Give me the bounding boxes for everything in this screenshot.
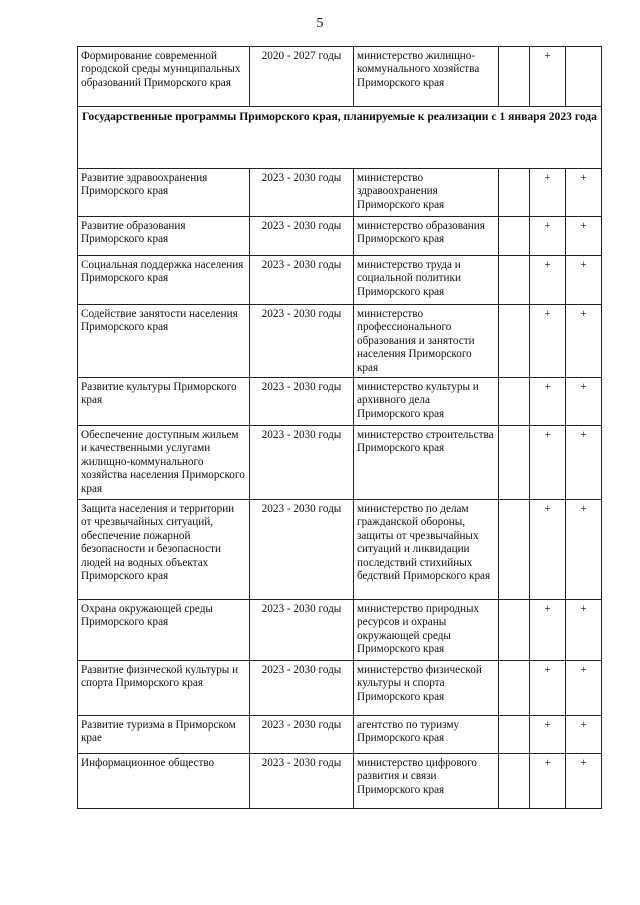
responsible-ministry: министерство цифрового развития и связи Приморского края: [354, 754, 499, 809]
mark-cell-b: +: [530, 169, 566, 217]
mark-cell-a: [499, 754, 530, 809]
table-row: [78, 305, 602, 378]
program-name: Развитие здравоохранения Приморского края: [78, 169, 250, 217]
mark-cell-c: +: [566, 500, 602, 600]
mark-cell-c: +: [566, 217, 602, 256]
mark-cell-c: +: [566, 661, 602, 716]
program-name: Развитие физической культуры и спорта Приморского края: [78, 661, 250, 716]
mark-cell-a: [499, 256, 530, 305]
mark-cell-a: [499, 169, 530, 217]
responsible-ministry: министерство здравоохранения Приморского края: [354, 169, 499, 217]
responsible-ministry: министерство строительства Приморского края: [354, 426, 499, 500]
mark-cell-c: +: [566, 256, 602, 305]
responsible-ministry: министерство по делам гражданской обороны, защиты от чрезвычайных ситуаций и ликвидации последствий стихийных бедствий Приморского края: [354, 500, 499, 600]
program-period: 2023 - 2030 годы: [250, 716, 354, 754]
table-row: [78, 754, 602, 809]
program-period: 2023 - 2030 годы: [250, 217, 354, 256]
mark-cell-b: +: [530, 305, 566, 378]
program-period: 2023 - 2030 годы: [250, 169, 354, 217]
program-name: Формирование современной городской среды муниципальных образований Приморского края: [78, 47, 250, 107]
program-period: 2023 - 2030 годы: [250, 426, 354, 500]
table-row: [78, 378, 602, 426]
program-period: 2023 - 2030 годы: [250, 500, 354, 600]
program-name: Защита населения и территории от чрезвычайных ситуаций, обеспечение пожарной безопасности и безопасности людей на водных объектах Приморского края: [78, 500, 250, 600]
mark-cell-b: +: [530, 378, 566, 426]
mark-cell-a: [499, 426, 530, 500]
mark-cell-a: [499, 378, 530, 426]
section-row: [78, 107, 602, 169]
programs-table: [77, 46, 602, 809]
program-name: Развитие образования Приморского края: [78, 217, 250, 256]
mark-cell-c: +: [566, 169, 602, 217]
table-row: [78, 426, 602, 500]
program-period: 2023 - 2030 годы: [250, 305, 354, 378]
mark-cell-a: [499, 305, 530, 378]
program-name: Социальная поддержка населения Приморского края: [78, 256, 250, 305]
mark-cell-c: +: [566, 426, 602, 500]
program-period: 2023 - 2030 годы: [250, 754, 354, 809]
mark-cell-a: [499, 600, 530, 661]
program-period: 2023 - 2030 годы: [250, 600, 354, 661]
program-name: Охрана окружающей среды Приморского края: [78, 600, 250, 661]
mark-cell-c: +: [566, 378, 602, 426]
mark-cell-b: +: [530, 500, 566, 600]
mark-cell-b: +: [530, 661, 566, 716]
mark-cell-c: +: [566, 600, 602, 661]
table-row: [78, 217, 602, 256]
program-period: 2023 - 2030 годы: [250, 256, 354, 305]
mark-cell-b: +: [530, 716, 566, 754]
responsible-ministry: министерство труда и социальной политики Приморского края: [354, 256, 499, 305]
program-name: Информационное общество: [78, 754, 250, 809]
mark-cell-b: +: [530, 600, 566, 661]
program-name: Обеспечение доступным жильем и качественными услугами жилищно-коммунального хозяйства населения Приморского края: [78, 426, 250, 500]
mark-cell-a: [499, 500, 530, 600]
table-row: [78, 661, 602, 716]
program-period: 2020 - 2027 годы: [250, 47, 354, 107]
responsible-ministry: министерство природных ресурсов и охраны окружающей среды Приморского края: [354, 600, 499, 661]
mark-cell-c: +: [566, 754, 602, 809]
responsible-ministry: агентство по туризму Приморского края: [354, 716, 499, 754]
mark-cell-a: [499, 47, 530, 107]
responsible-ministry: министерство жилищно-коммунального хозяйства Приморского края: [354, 47, 499, 107]
table-row: [78, 169, 602, 217]
mark-cell-b: +: [530, 754, 566, 809]
responsible-ministry: министерство образования Приморского края: [354, 217, 499, 256]
table-row: [78, 47, 602, 107]
program-name: Содействие занятости населения Приморского края: [78, 305, 250, 378]
table-row: [78, 256, 602, 305]
page-number: 5: [316, 16, 324, 31]
mark-cell-c: [566, 47, 602, 107]
mark-cell-b: +: [530, 426, 566, 500]
program-period: 2023 - 2030 годы: [250, 378, 354, 426]
mark-cell-a: [499, 716, 530, 754]
mark-cell-c: +: [566, 305, 602, 378]
responsible-ministry: министерство культуры и архивного дела Приморского края: [354, 378, 499, 426]
table-row: [78, 600, 602, 661]
section-heading: Государственные программы Приморского края, планируемые к реализации с 1 января 2023 года: [78, 107, 602, 169]
program-name: Развитие культуры Приморского края: [78, 378, 250, 426]
table-row: [78, 716, 602, 754]
mark-cell-b: +: [530, 47, 566, 107]
table-row: [78, 500, 602, 600]
program-period: 2023 - 2030 годы: [250, 661, 354, 716]
program-name: Развитие туризма в Приморском крае: [78, 716, 250, 754]
responsible-ministry: министерство профессионального образования и занятости населения Приморского края: [354, 305, 499, 378]
mark-cell-b: +: [530, 256, 566, 305]
responsible-ministry: министерство физической культуры и спорта Приморского края: [354, 661, 499, 716]
mark-cell-a: [499, 217, 530, 256]
mark-cell-c: +: [566, 716, 602, 754]
mark-cell-a: [499, 661, 530, 716]
mark-cell-b: +: [530, 217, 566, 256]
